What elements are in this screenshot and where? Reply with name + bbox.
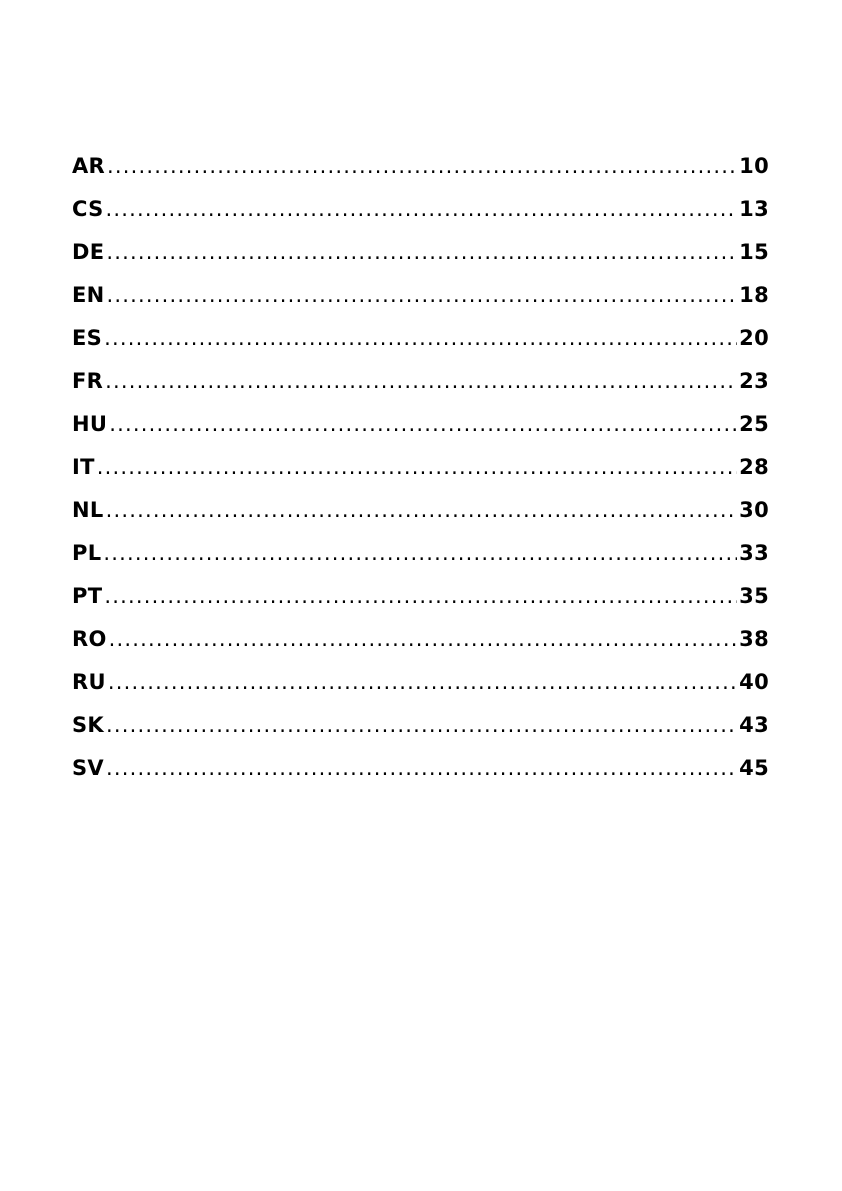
toc-page-number: 40 — [739, 670, 769, 694]
toc-dot-leader — [106, 498, 738, 522]
toc-dot-leader — [108, 670, 737, 694]
toc-dot-leader — [109, 627, 738, 651]
toc-dot-leader — [104, 326, 737, 350]
toc-entry-cs[interactable] — [72, 197, 769, 240]
toc-entry-hu[interactable] — [72, 412, 769, 455]
toc-entry-nl[interactable] — [72, 498, 769, 541]
toc-page-number: 10 — [739, 154, 769, 178]
toc-entry-en[interactable] — [72, 283, 769, 326]
toc-dot-leader — [103, 541, 737, 565]
toc-page-number: 15 — [739, 240, 769, 264]
toc-page-number: 25 — [739, 412, 769, 436]
toc-entry-it[interactable] — [72, 455, 769, 498]
toc-dot-leader — [106, 240, 737, 264]
toc-page-number: 35 — [739, 584, 769, 608]
toc-dot-leader — [109, 412, 737, 436]
toc-language-code: NL — [72, 498, 104, 522]
toc-page-number: 28 — [739, 455, 769, 479]
toc-entry-pt[interactable] — [72, 584, 769, 627]
toc-dot-leader — [106, 756, 737, 780]
toc-language-code: PL — [72, 541, 102, 565]
toc-dot-leader — [107, 154, 737, 178]
toc-language-code: SV — [72, 756, 104, 780]
toc-language-code: ES — [72, 326, 103, 350]
toc-entry-es[interactable] — [72, 326, 769, 369]
toc-entry-sv[interactable] — [72, 756, 769, 799]
toc-language-code: PT — [72, 584, 103, 608]
toc-page-number: 18 — [739, 283, 769, 307]
toc-page-number: 30 — [739, 498, 769, 522]
toc-dot-leader — [106, 713, 737, 737]
toc-language-code: RU — [72, 670, 106, 694]
toc-language-code: EN — [72, 283, 105, 307]
toc-dot-leader — [104, 584, 737, 608]
toc-page-number: 45 — [739, 756, 769, 780]
toc-entry-ar[interactable] — [72, 154, 769, 197]
toc-page-number: 23 — [739, 369, 769, 393]
toc-entry-fr[interactable] — [72, 369, 769, 412]
toc-page-number: 38 — [739, 627, 769, 651]
toc-entry-ru[interactable] — [72, 670, 769, 713]
toc-dot-leader — [105, 369, 737, 393]
toc-entry-ro[interactable] — [72, 627, 769, 670]
toc-language-code: FR — [72, 369, 104, 393]
toc-entry-de[interactable] — [72, 240, 769, 283]
toc-language-code: HU — [72, 412, 108, 436]
toc-language-code: IT — [72, 455, 95, 479]
toc-language-code: DE — [72, 240, 105, 264]
toc-dot-leader — [97, 455, 737, 479]
toc-entry-pl[interactable] — [72, 541, 769, 584]
toc-language-code: SK — [72, 713, 104, 737]
toc-page-number: 13 — [739, 197, 769, 221]
toc-entry-sk[interactable] — [72, 713, 769, 756]
toc-page-number: 33 — [739, 541, 769, 565]
toc-language-code: AR — [72, 154, 106, 178]
toc-language-code: RO — [72, 627, 107, 651]
toc-language-code: CS — [72, 197, 104, 221]
toc-page-number: 20 — [739, 326, 769, 350]
table-of-contents — [72, 154, 769, 799]
toc-dot-leader — [107, 283, 738, 307]
toc-dot-leader — [106, 197, 738, 221]
toc-page-number: 43 — [739, 713, 769, 737]
